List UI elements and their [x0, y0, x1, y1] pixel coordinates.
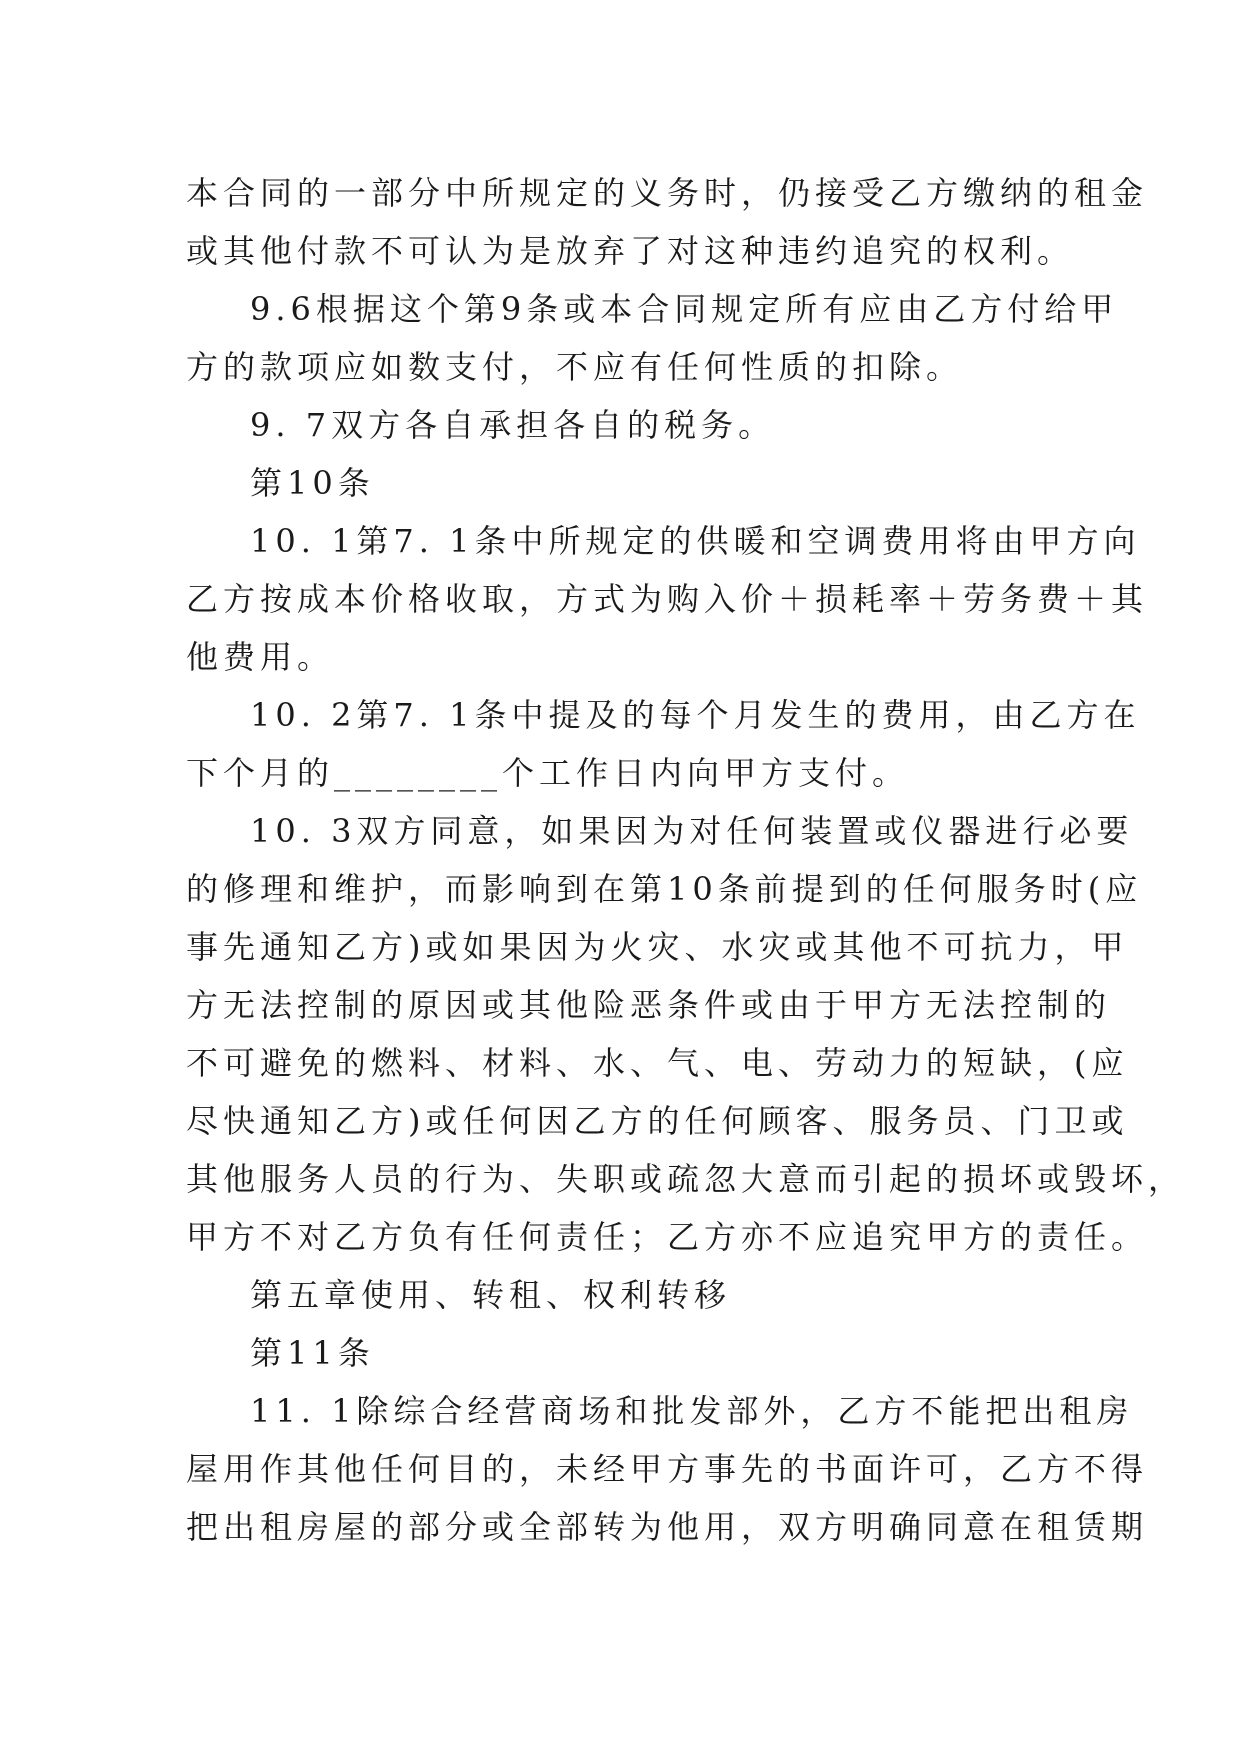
text-line: 下个月的________个工作日内向甲方支付。: [186, 754, 910, 792]
text-line: 他费用。: [186, 638, 335, 676]
text-line: 尽快通知乙方)或任何因乙方的任何顾客、服务员、门卫或: [186, 1102, 1129, 1140]
article-heading: 第11条: [250, 1334, 375, 1372]
text-line: 事先通知乙方)或如果因为火灾、水灾或其他不可抗力，甲: [186, 928, 1129, 966]
article-heading: 第10条: [250, 464, 375, 502]
text-line: 不可避免的燃料、材料、水、气、电、劳动力的短缺，(应: [186, 1044, 1129, 1082]
text-line: 屋用作其他任何目的，未经甲方事先的书面许可，乙方不得: [186, 1450, 1149, 1488]
text-line: 甲方不对乙方负有任何责任；乙方亦不应追究甲方的责任。: [186, 1218, 1149, 1256]
document-body: [186, 164, 1186, 1556]
chapter-heading: 第五章使用、转租、权利转移: [250, 1276, 732, 1314]
text-line: 11. 1除综合经营商场和批发部外，乙方不能把出租房: [250, 1392, 1134, 1430]
text-line: 或其他付款不可认为是放弃了对这种违约追究的权利。: [186, 232, 1075, 270]
text-line: 乙方按成本价格收取，方式为购入价＋损耗率＋劳务费＋其: [186, 580, 1149, 618]
text-line: 把出租房屋的部分或全部转为他用，双方明确同意在租赁期: [186, 1508, 1149, 1546]
text-line: 9.6根据这个第9条或本合同规定所有应由乙方付给甲: [250, 290, 1119, 328]
text-line: 10. 1第7. 1条中所规定的供暖和空调费用将由甲方向: [250, 522, 1141, 560]
text-line: 方无法控制的原因或其他险恶条件或由于甲方无法控制的: [186, 986, 1112, 1024]
text-line: 10. 2第7. 1条中提及的每个月发生的费用，由乙方在: [250, 696, 1141, 734]
text-line: 其他服务人员的行为、失职或疏忽大意而引起的损坏或毁坏，: [186, 1160, 1186, 1198]
text-line: 10. 3双方同意，如果因为对任何装置或仪器进行必要: [250, 812, 1134, 850]
text-line: 方的款项应如数支付，不应有任何性质的扣除。: [186, 348, 964, 386]
text-line: 9. 7双方各自承担各自的税务。: [250, 406, 776, 444]
text-line: 本合同的一部分中所规定的义务时，仍接受乙方缴纳的租金: [186, 174, 1149, 212]
text-line: 的修理和维护，而影响到在第10条前提到的任何服务时(应: [186, 870, 1143, 908]
